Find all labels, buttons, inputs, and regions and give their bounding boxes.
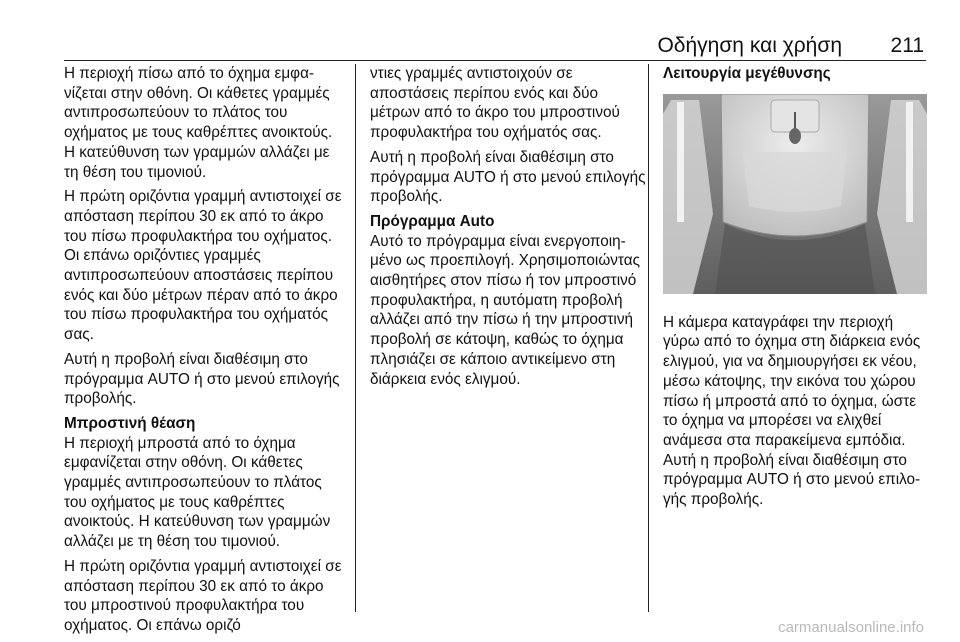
header-rule	[64, 60, 926, 61]
paragraph-zoom-description: Η κάμερα καταγράφει την περιοχή γύρω από το όχημα στη διάρκεια ενός ελιγμού, για να δημιουργήσει εκ νέου, μέσω κάτοψης, την εικόνα του χώρου πίσω ή μπροστά από το όχημα, ώστε το όχημα να μπορέσει να ελιχθεί ανάμεσα στα παρακείμενα εμπόδια. Αυτή η προβολή είναι διαθέσιμη στο πρόγραμμα AUTO ή στο μενού επιλογής προβολής.	[663, 313, 921, 509]
paragraph-front-distance-lines: Η πρώτη οριζόντια γραμμή αντιστοιχεί σε απόσταση περίπου 30 εκ από το άκρο του μπροστινού προφυλακτήρα του οχήματος. Οι επάνω οριζό	[64, 557, 342, 634]
heading-auto-program: Πρόγραμμα Auto	[370, 212, 495, 230]
paragraph-rear-view-intro: Η περιοχή πίσω από το όχημα εμφανίζεται στην οθόνη. Οι κάθετες γραμμές αντιπροσωπεύουν το πλάτος του οχήματος με τους καθρέπτες ανοικτούς. Η κατεύθυνση των γραμμών αλλάζει με τη θέση του τιμονιού.	[64, 65, 333, 181]
camera-top-view-illustration	[663, 94, 927, 294]
paragraph-front-availability: Αυτή η προβολή είναι διαθέσιμη στο πρόγραμμα AUTO ή στο μενού επιλογής προβολής.	[370, 148, 646, 206]
heading-front-view: Μπροστινή θέαση	[64, 414, 196, 432]
paragraph-rear-distance-lines: Η πρώτη οριζόντια γραμμή αντιστοιχεί σε απόσταση περίπου 30 εκ από το άκρο του πίσω προφυλακτήρα του οχήματος. Οι επάνω οριζόντιες γραμμές αντιπροσωπεύουν αποστάσεις περίπου ενός και δύο μέτρων πέραν από το άκρο του πίσω προφυλακτήρα του οχήματός σας.	[64, 188, 342, 344]
text-column-1	[64, 64, 344, 641]
watermark: carmanualsonline.info	[778, 619, 924, 636]
column-divider-1	[355, 64, 356, 612]
running-header-title: Οδήγηση και χρήση	[657, 34, 842, 57]
paragraph-rear-availability: Αυτή η προβολή είναι διαθέσιμη στο πρόγραμμα AUTO ή στο μενού επιλογής προβολής.	[64, 350, 340, 408]
paragraph-front-distance-cont: ντιες γραμμές αντιστοιχούν σε αποστάσεις περίπου ενός και δύο μέτρων από το άκρο του μπροστινού προφυλακτήρα του οχήματός σας.	[370, 65, 620, 142]
paragraph-auto-program: Αυτό το πρόγραμμα είναι ενεργοποιημένο ως προεπιλογή. Χρησιμοποιώντας αισθητήρες στον πίσω ή τον μπροστινό προφυλακτήρα, η αυτόματη προβολή αλλάζει από την πίσω ή την μπροστινή προβολή σε κάτοψη, καθώς το όχημα πλησιάζει σε κάποιο αντικείμενο στη διάρκεια ενός ελιγμού.	[370, 232, 640, 388]
heading-zoom-function: Λειτουργία μεγέθυνσης	[663, 65, 831, 82]
page-number: 211	[890, 34, 924, 57]
text-column-3	[663, 64, 929, 515]
column-divider-2	[648, 64, 649, 612]
paragraph-front-view-intro: Η περιοχή μπροστά από το όχημα εμφανίζεται στην οθόνη. Οι κάθετες γραμμές αντιπροσωπεύουν το πλάτος του οχήματος με τους καθρέπτες ανοικτούς. Η κατεύθυνση των γραμμών αλλάζει με τη θέση του τιμονιού.	[64, 434, 331, 551]
text-column-2	[370, 64, 650, 394]
